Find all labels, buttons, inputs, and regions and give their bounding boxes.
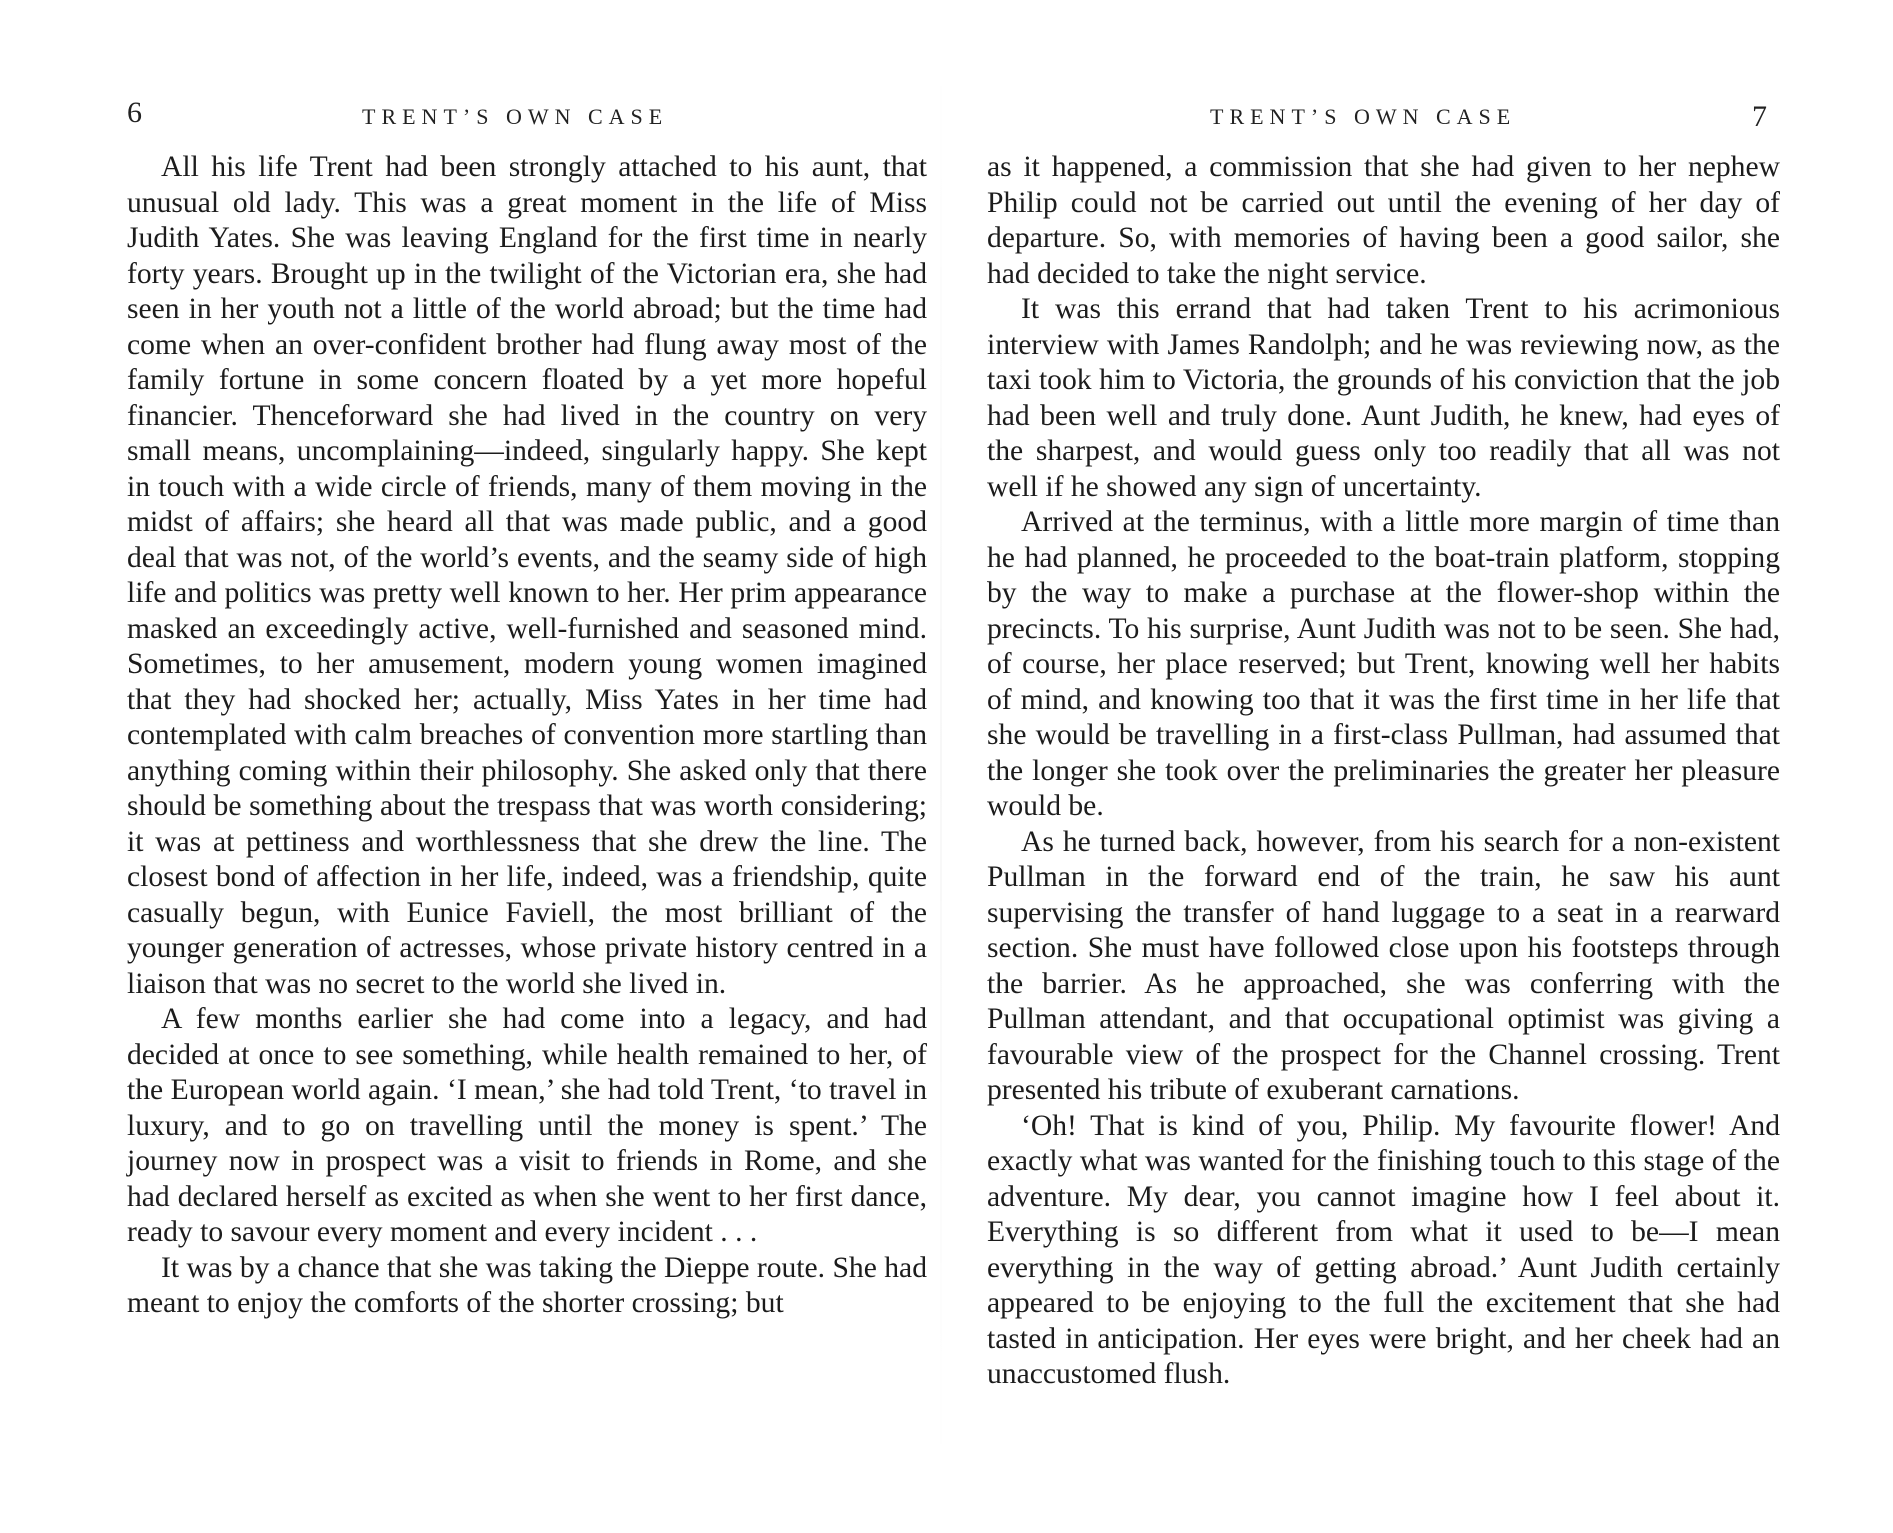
right-page [946,0,1893,1533]
body-text [127,150,927,1322]
paragraph-continuation: as it happened, a commission that she had given to her nephew Philip could not be carried out until the evening of her day of departure. So, with memories of having been a good sailor, she had decided to take the night service. [987,151,1780,290]
paragraph: As he turned back, however, from his search for a non-existent Pullman in the forward end of the train, he saw his aunt supervising the transfer of hand luggage to a seat in a rearward section. She must have followed close upon his footsteps through the barrier. As he approached, she was conferring with the Pullman attendant, and that occupational optimist was giving a favourable view of the prospect for the Channel crossing. Trent presented his tribute of exuberant carnations. [987,825,1780,1106]
left-page [0,0,946,1533]
running-head: TRENT’S OWN CASE [362,104,669,129]
page-number: 6 [127,96,142,129]
paragraph: All his life Trent had been strongly attached to his aunt, that unusual old lady. This was a great moment in the life of Miss Judith Yates. She was leaving England for the first time in nearly forty years. Brought up in the twilight of the Victorian era, she had seen in her youth not a little of the world abroad; but the time had come when an over-confident brother had flung away most of the family fortune in some concern floated by a yet more hopeful financier. Thenceforward she had lived in the country on very small means, uncomplaining—indeed, singularly happy. She kept in touch with a wide circle of friends, many of them moving in the midst of affairs; she heard all that was made public, and a good deal that was not, of the world’s events, and the seamy side of high life and politics was pretty well known to her. Her prim appearance masked an exceedingly active, well-furnished and seasoned mind. Sometimes, to her amusement, modern young women imagined that they had shocked her; actually, Miss Yates in her time had contemplated with calm breaches of convention more startling than anything coming within their philosophy. She asked only that there should be something about the trespass that was worth considering; it was at pettiness and worthlessness that she drew the line. The closest bond of affection in her life, indeed, was a friendship, quite casually begun, with Eunice Faviell, the most brilliant of the younger generation of actresses, whose private history centred in a liaison that was no secret to the world she lived in. [127,151,927,1000]
paragraph: It was by a chance that she was taking the Dieppe route. She had meant to enjoy the comforts of the shorter crossing; but [127,1251,927,1319]
paragraph: ‘Oh! That is kind of you, Philip. My favourite flower! And exactly what was wanted for the finishing touch to this stage of the adventure. My dear, you cannot imagine how I feel about it. Everything is so different from what it used to be—I mean everything in the way of getting abroad.’ Aunt Judith certainly appeared to be enjoying to the full the excitement that she had tasted in anticipation. Her eyes were bright, and her cheek had an unaccustomed flush. [987,1109,1780,1390]
paragraph: Arrived at the terminus, with a little more margin of time than he had planned, he proceeded to the boat-train platform, stopping by the way to make a purchase at the flower-shop within the precincts. To his surprise, Aunt Judith was not to be seen. She had, of course, her place reserved; but Trent, knowing well her habits of mind, and knowing too that it was the first time in her life that she would be travelling in a first-class Pullman, had assumed that the longer she took over the preliminaries the greater her pleasure would be. [987,506,1780,822]
body-text [987,150,1780,1393]
paragraph: It was this errand that had taken Trent to his acrimonious interview with James Randolph; and he was reviewing now, as the taxi took him to Victoria, the grounds of his conviction that the job had been well and truly done. Aunt Judith, he knew, had eyes of the sharpest, and would guess only too readily that all was not well if he showed any sign of uncertainty. [987,293,1780,503]
running-head: TRENT’S OWN CASE [1210,104,1517,129]
paragraph: A few months earlier she had come into a legacy, and had decided at once to see something, while health remained to her, of the European world again. ‘I mean,’ she had told Trent, ‘to travel in luxury, and to go on travelling until the money is spent.’ The journey now in prospect was a visit to friends in Rome, and she had declared herself as excited as when she went to her first dance, ready to savour every moment and every incident . . . [127,1003,927,1248]
page-number: 7 [1752,100,1767,133]
